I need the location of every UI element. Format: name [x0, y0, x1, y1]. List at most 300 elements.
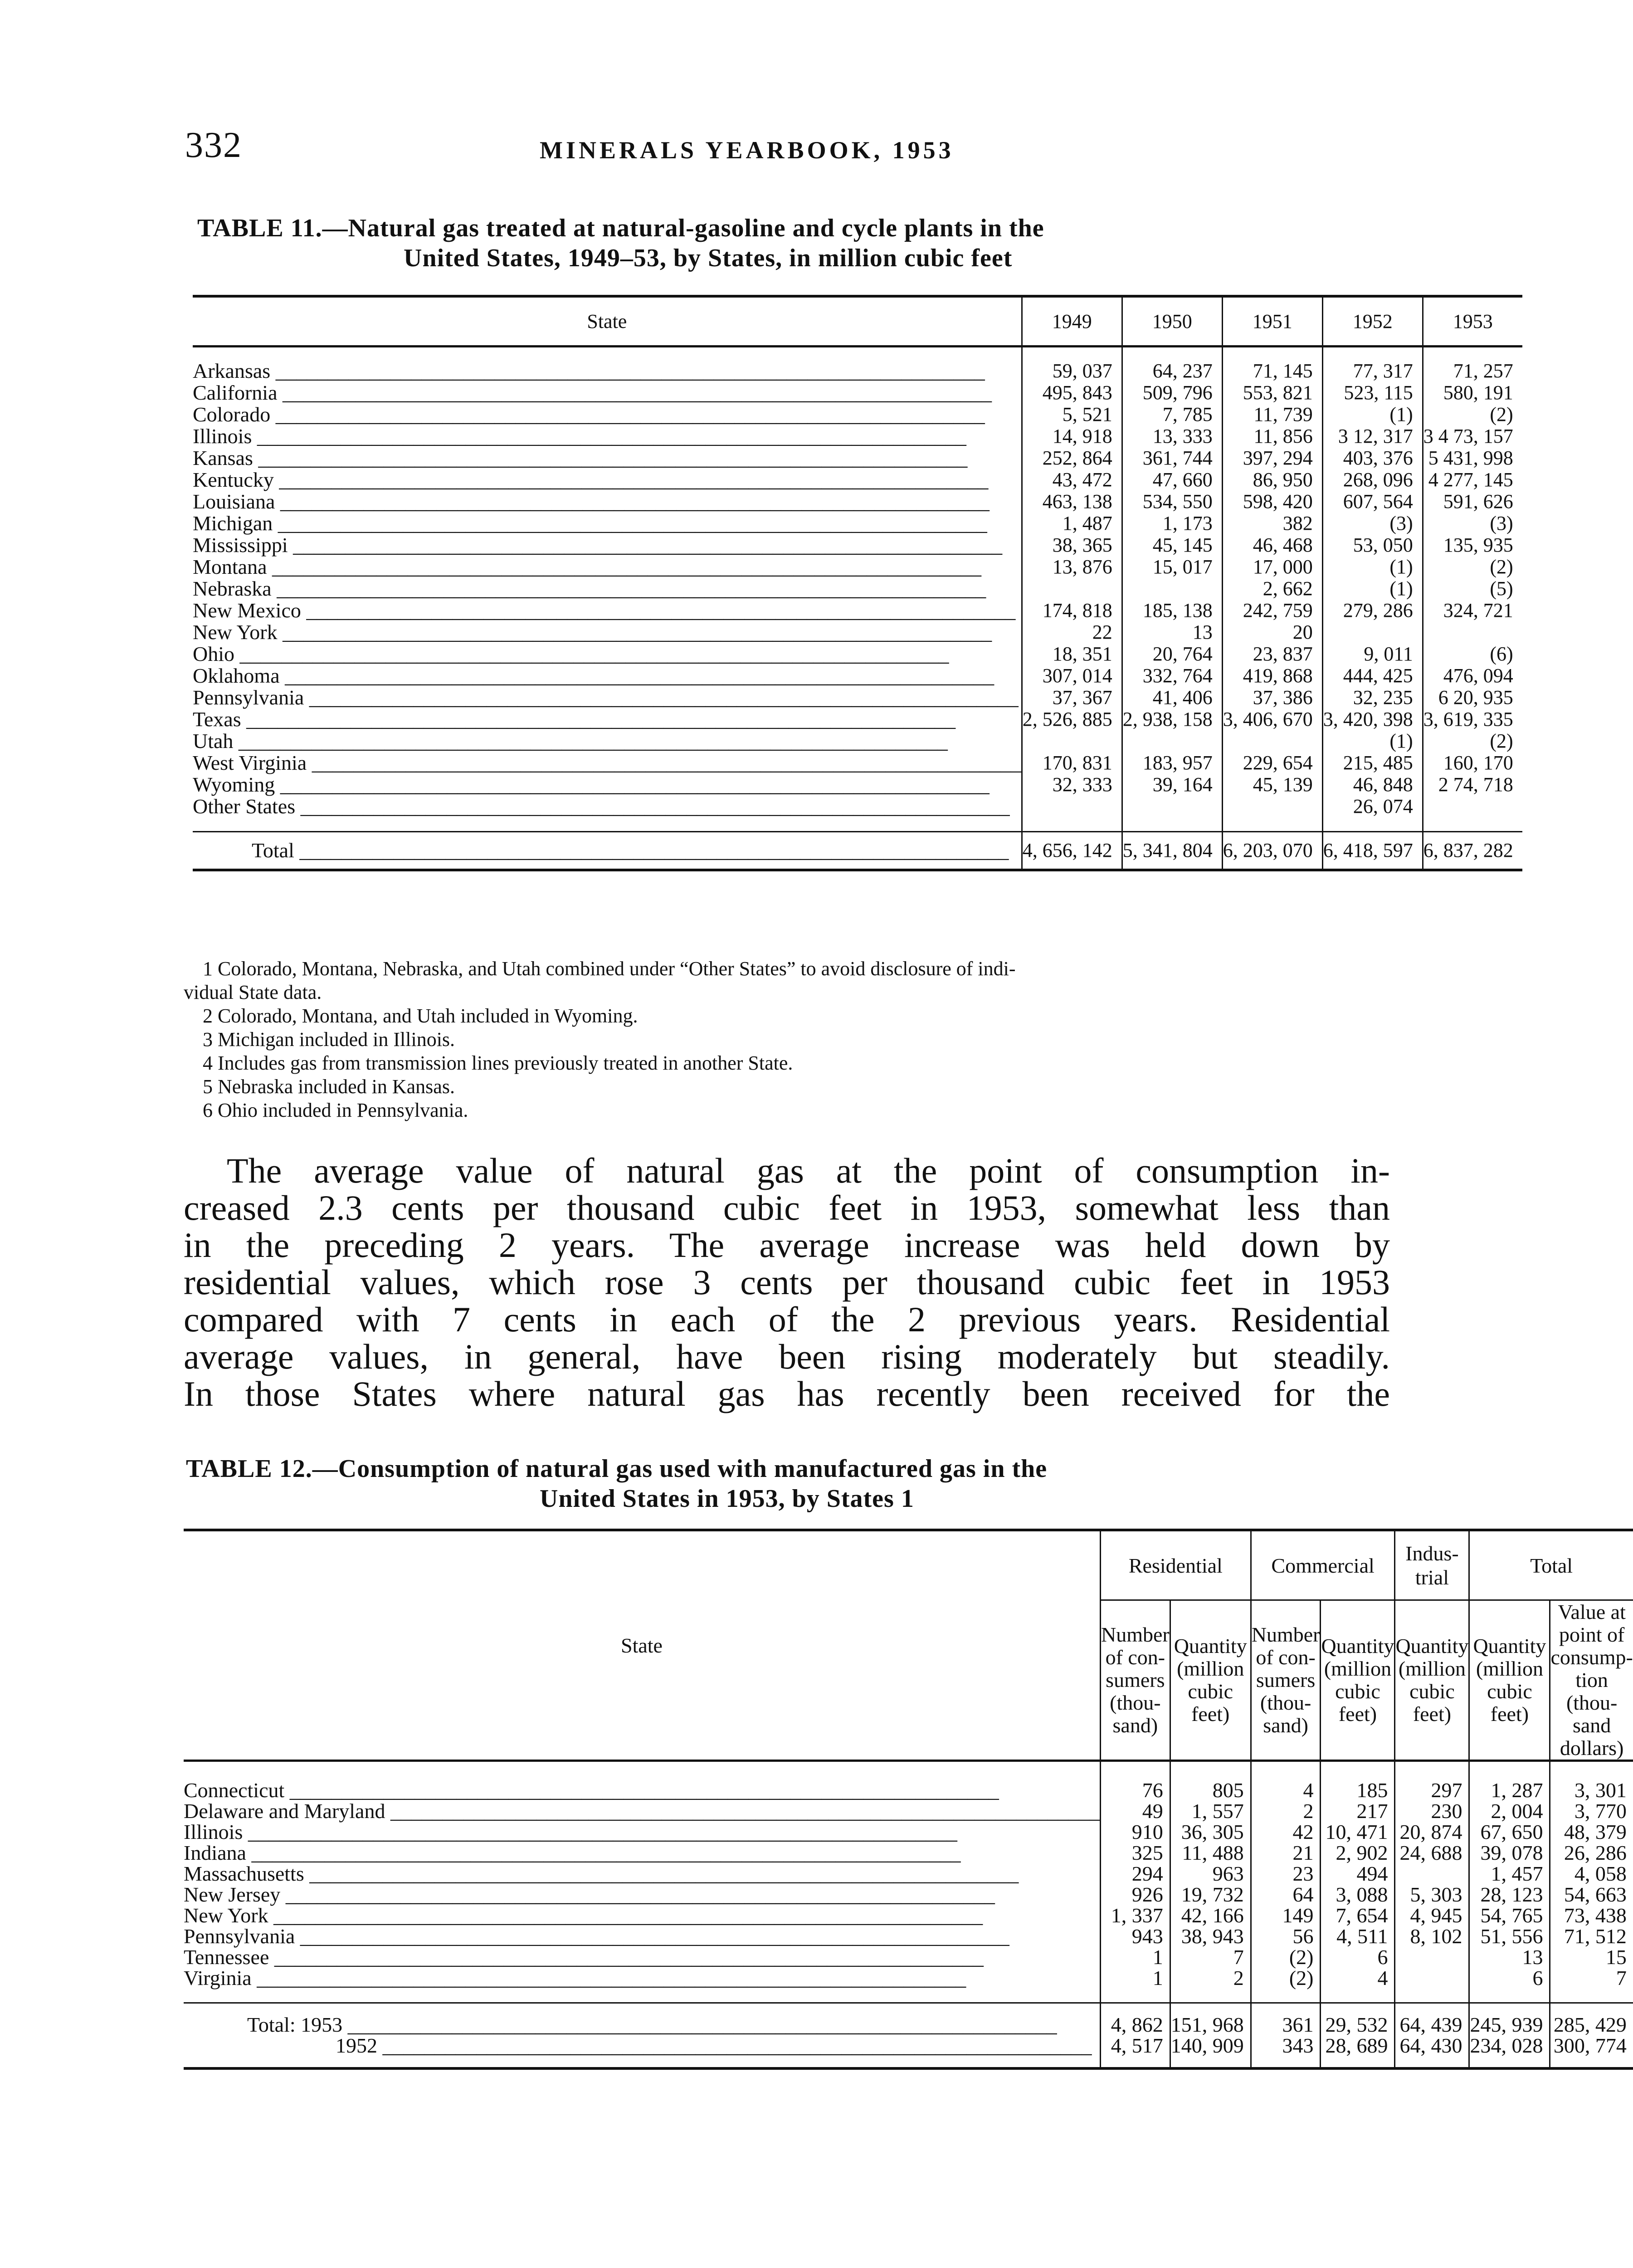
table11-value-cell: 18, 351 [1022, 643, 1122, 665]
state-label: New York _____ [184, 1905, 983, 1926]
table12-value-cell: 3, 088 [1321, 1884, 1395, 1905]
table12 [184, 1529, 1633, 2070]
table11-row [193, 382, 1522, 404]
table11-value-cell: 3, 619, 335 [1423, 709, 1522, 730]
state-label: Virginia _____ [184, 1968, 966, 1989]
table11-value-cell [1222, 730, 1322, 752]
table11-value-cell: 580, 191 [1423, 382, 1522, 404]
state-label: West Virginia _____ [193, 752, 1021, 774]
table11-footnotes [184, 957, 1394, 1122]
table11-value-cell: 307, 014 [1022, 665, 1122, 687]
table11-value-cell: 64, 237 [1122, 347, 1222, 382]
table11-value-cell [1022, 796, 1122, 832]
table12-value-cell [1395, 1968, 1469, 2003]
table12-value-cell: 4 [1321, 1968, 1395, 2003]
table12-row [184, 1926, 1633, 1947]
table12-value-cell: 805 [1170, 1761, 1251, 1801]
state-label: Delaware and Maryland _____ [184, 1801, 1100, 1822]
table12-value-cell: 910 [1100, 1822, 1170, 1843]
table12-total-cell: 64, 439 [1395, 2003, 1469, 2036]
table12-value-cell: 494 [1321, 1863, 1395, 1884]
table12-value-cell: 24, 688 [1395, 1843, 1469, 1863]
table11-state-cell [193, 578, 1022, 600]
table11-row [193, 425, 1522, 447]
table12-total-cell: 140, 909 [1170, 2035, 1251, 2068]
table11-value-cell: 2 74, 718 [1423, 774, 1522, 796]
table12-value-cell: 185 [1321, 1761, 1395, 1801]
table11-total-cell: 5, 341, 804 [1122, 832, 1222, 870]
table11-value-cell: 17, 000 [1222, 556, 1322, 578]
table12-value-cell: 5, 303 [1395, 1884, 1469, 1905]
table11-total-label [193, 832, 1022, 870]
table11-caption-line2: United States, 1949–53, by States, in million cubic feet [404, 244, 1013, 272]
table11-value-cell: 215, 485 [1322, 752, 1423, 774]
state-label: Massachusetts _____ [184, 1863, 1019, 1884]
table11-value-cell: 183, 957 [1122, 752, 1222, 774]
table11-value-cell: (1) [1322, 730, 1423, 752]
table11-value-cell: 3, 406, 670 [1222, 709, 1322, 730]
table12-total-cell: 28, 689 [1321, 2035, 1395, 2068]
state-label: New Mexico _____ [193, 600, 1015, 621]
table11-value-cell: 23, 837 [1222, 643, 1322, 665]
table12-value-cell: (2) [1251, 1947, 1321, 1968]
table12-group-industrial: Indus-trial [1395, 1530, 1469, 1600]
table11-value-cell: (1) [1322, 578, 1423, 600]
table11-row [193, 621, 1522, 643]
table11-col-1949: 1949 [1022, 296, 1122, 347]
state-label: Kansas _____ [193, 447, 967, 469]
table11-value-cell: 598, 420 [1222, 491, 1322, 513]
table12-value-cell: 943 [1100, 1926, 1170, 1947]
running-title: MINERALS YEARBOOK, 1953 [540, 137, 954, 164]
table12-value-cell: 67, 650 [1469, 1822, 1550, 1843]
table12-value-cell: 1, 457 [1469, 1863, 1550, 1884]
table12-state-cell [184, 1926, 1100, 1947]
table12-value-cell: 38, 943 [1170, 1926, 1251, 1947]
table11-value-cell: 397, 294 [1222, 447, 1322, 469]
table11-value-cell: 534, 550 [1122, 491, 1222, 513]
table12-value-cell: 28, 123 [1469, 1884, 1550, 1905]
table11-value-cell: 71, 145 [1222, 347, 1322, 382]
paragraph-line: in the preceding 2 years. The average increase was held down by [184, 1225, 1390, 1265]
table12-col-ind-quantity: Quantity (million cubic feet) [1395, 1600, 1469, 1761]
table12-value-cell: 1 [1100, 1968, 1170, 2003]
table12-value-cell: 1, 337 [1100, 1905, 1170, 1926]
table11-value-cell: 5, 521 [1022, 404, 1122, 425]
table11-row [193, 643, 1522, 665]
table11-value-cell: 591, 626 [1423, 491, 1522, 513]
state-label: Michigan _____ [193, 513, 987, 534]
table12-col-res-consumers: Number of con-sumers (thou-sand) [1100, 1600, 1170, 1761]
table11-value-cell: 174, 818 [1022, 600, 1122, 621]
table12-col-com-quantity: Quantity (million cubic feet) [1321, 1600, 1395, 1761]
table11-value-cell: 2, 662 [1222, 578, 1322, 600]
table12-state-cell [184, 1947, 1100, 1968]
table11-value-cell: (1) [1322, 404, 1423, 425]
table12-value-cell: 23 [1251, 1863, 1321, 1884]
state-label: Total _____ [252, 840, 1009, 861]
state-label: New Jersey _____ [184, 1884, 995, 1905]
table12-group-residential: Residential [1100, 1530, 1251, 1600]
table11-value-cell: 463, 138 [1022, 491, 1122, 513]
table11-value-cell: 382 [1222, 513, 1322, 534]
table12-total-cell: 4, 517 [1100, 2035, 1170, 2068]
table12-col-total-value: Value at point of consump-tion (thou-sand dollars) [1550, 1600, 1633, 1761]
table12-value-cell: 926 [1100, 1884, 1170, 1905]
state-label: Illinois _____ [184, 1822, 957, 1843]
table12-row [184, 1968, 1633, 2003]
table11-footnote-3: 3 Michigan included in Illinois. [203, 1028, 455, 1051]
table11-value-cell: 71, 257 [1423, 347, 1522, 382]
table11-value-cell [1022, 578, 1122, 600]
table12-value-cell: 1 [1100, 1947, 1170, 1968]
state-label: Montana _____ [193, 556, 981, 578]
table11-row [193, 665, 1522, 687]
table11-total-cell: 6, 418, 597 [1322, 832, 1423, 870]
table11-value-cell: 37, 367 [1022, 687, 1122, 709]
table11-footnote-1: 1 Colorado, Montana, Nebraska, and Utah combined under “Other States” to avoid disclosure of indi- [203, 958, 1016, 980]
table11-col-1951: 1951 [1222, 296, 1322, 347]
state-label: Arkansas _____ [193, 360, 985, 382]
table11-state-cell [193, 621, 1022, 643]
table12-total-row [184, 2035, 1633, 2068]
table11-value-cell: 444, 425 [1322, 665, 1423, 687]
state-label: Utah _____ [193, 730, 948, 752]
table12-value-cell: 6 [1469, 1968, 1550, 2003]
table11-value-cell: 553, 821 [1222, 382, 1322, 404]
table11-value-cell: 32, 333 [1022, 774, 1122, 796]
table12-value-cell: 76 [1100, 1761, 1170, 1801]
table11-footnote-5: 5 Nebraska included in Kansas. [203, 1075, 455, 1098]
table11-value-cell: 170, 831 [1022, 752, 1122, 774]
table11-state-cell [193, 643, 1022, 665]
table12-value-cell: 4, 058 [1550, 1863, 1633, 1884]
table12-state-cell [184, 1863, 1100, 1884]
table11-value-cell: 41, 406 [1122, 687, 1222, 709]
table11-total-cell: 6, 203, 070 [1222, 832, 1322, 870]
table11-value-cell: 324, 721 [1423, 600, 1522, 621]
table11-value-cell: (2) [1423, 556, 1522, 578]
table11-col-state: State [193, 296, 1022, 347]
table12-total-cell: 343 [1251, 2035, 1321, 2068]
table11-value-cell: 13 [1122, 621, 1222, 643]
page-number: 332 [185, 125, 242, 165]
table11-value-cell: 86, 950 [1222, 469, 1322, 491]
table11-value-cell: 32, 235 [1322, 687, 1423, 709]
table11-state-cell [193, 730, 1022, 752]
state-label: Kentucky _____ [193, 469, 988, 491]
table11-state-cell [193, 774, 1022, 796]
table12-value-cell [1395, 1947, 1469, 1968]
table11-row [193, 347, 1522, 382]
table12-value-cell: 325 [1100, 1843, 1170, 1863]
table11-value-cell: 1, 173 [1122, 513, 1222, 534]
table12-value-cell: 51, 556 [1469, 1926, 1550, 1947]
table11-value-cell: 135, 935 [1423, 534, 1522, 556]
state-label: Nebraska _____ [193, 578, 986, 600]
table12-total-label [184, 2035, 1100, 2068]
table11-state-cell [193, 447, 1022, 469]
table12-value-cell: 3, 770 [1550, 1801, 1633, 1822]
table11-value-cell: 268, 096 [1322, 469, 1423, 491]
table12-total-cell: 29, 532 [1321, 2003, 1395, 2036]
table11-row [193, 774, 1522, 796]
state-label: Oklahoma _____ [193, 665, 994, 687]
table11-value-cell: (1) [1322, 556, 1423, 578]
table12-value-cell [1395, 1863, 1469, 1884]
table12-row [184, 1947, 1633, 1968]
table11-state-cell [193, 513, 1022, 534]
table12-group-total: Total [1469, 1530, 1633, 1600]
table12-col-com-consumers: Number of con-sumers (thou-sand) [1251, 1600, 1321, 1761]
table11-value-cell: 242, 759 [1222, 600, 1322, 621]
table12-state-cell [184, 1968, 1100, 2003]
table11-value-cell: 2, 526, 885 [1022, 709, 1122, 730]
table11-value-cell: 160, 170 [1423, 752, 1522, 774]
state-label: 1952 _____ [336, 2035, 1092, 2056]
table11-state-cell [193, 534, 1022, 556]
table11-row [193, 796, 1522, 832]
table11-value-cell: 5 431, 998 [1423, 447, 1522, 469]
table11-footnote-1-cont: vidual State data. [184, 981, 322, 1003]
table12-value-cell: 73, 438 [1550, 1905, 1633, 1926]
table12-caption-line2: United States in 1953, by States 1 [540, 1485, 914, 1513]
table12-value-cell: 297 [1395, 1761, 1469, 1801]
paragraph-line: residential values, which rose 3 cents per thousand cubic feet in 1953 [184, 1262, 1390, 1302]
state-label: Indiana _____ [184, 1843, 960, 1863]
table11-value-cell [1122, 578, 1222, 600]
table11-value-cell: 2, 938, 158 [1122, 709, 1222, 730]
table11-state-cell [193, 687, 1022, 709]
table12-row [184, 1761, 1633, 1801]
table11-value-cell: 1, 487 [1022, 513, 1122, 534]
table12-value-cell: 6 [1321, 1947, 1395, 1968]
table11-caption [197, 213, 1394, 273]
table12-value-cell: 149 [1251, 1905, 1321, 1926]
table11-state-cell [193, 491, 1022, 513]
table11-value-cell: 361, 744 [1122, 447, 1222, 469]
state-label: Mississippi _____ [193, 534, 1002, 556]
state-label: California _____ [193, 382, 992, 404]
table12-value-cell: 3, 301 [1550, 1761, 1633, 1801]
table11-row [193, 752, 1522, 774]
table12-total-cell: 361 [1251, 2003, 1321, 2036]
table12-total-cell: 4, 862 [1100, 2003, 1170, 2036]
table12-value-cell: 42 [1251, 1822, 1321, 1843]
table12-value-cell: 26, 286 [1550, 1843, 1633, 1863]
table12-state-cell [184, 1822, 1100, 1843]
table11-value-cell [1122, 796, 1222, 832]
table12-value-cell: 963 [1170, 1863, 1251, 1884]
table12-row [184, 1884, 1633, 1905]
table11-row [193, 404, 1522, 425]
table11-state-cell [193, 404, 1022, 425]
table11-value-cell: (2) [1423, 404, 1522, 425]
table11-total-cell: 6, 837, 282 [1423, 832, 1522, 870]
table11-value-cell: 4 277, 145 [1423, 469, 1522, 491]
table11-value-cell: (6) [1423, 643, 1522, 665]
table11-header-row [193, 296, 1522, 347]
table12-value-cell: 4 [1251, 1761, 1321, 1801]
table12-total-cell: 245, 939 [1469, 2003, 1550, 2036]
table11-row [193, 491, 1522, 513]
table12-row [184, 1822, 1633, 1843]
table11-value-cell [1222, 796, 1322, 832]
table12-value-cell: 8, 102 [1395, 1926, 1469, 1947]
table11-value-cell: (2) [1423, 730, 1522, 752]
state-label: Other States _____ [193, 796, 1010, 817]
table11-value-cell: 43, 472 [1022, 469, 1122, 491]
table11-value-cell: 9, 011 [1322, 643, 1423, 665]
table11-value-cell: 15, 017 [1122, 556, 1222, 578]
table11-state-cell [193, 425, 1022, 447]
table11-row [193, 469, 1522, 491]
table11-row [193, 447, 1522, 469]
table12-group-commercial: Commercial [1251, 1530, 1395, 1600]
table11-value-cell: 509, 796 [1122, 382, 1222, 404]
table12-total-cell: 285, 429 [1550, 2003, 1633, 2036]
table11-col-1953: 1953 [1423, 296, 1522, 347]
table11-value-cell: 46, 468 [1222, 534, 1322, 556]
table11-state-cell [193, 752, 1022, 774]
table11-row [193, 534, 1522, 556]
table11-value-cell: 332, 764 [1122, 665, 1222, 687]
table12-value-cell: 2, 004 [1469, 1801, 1550, 1822]
table11-col-1952: 1952 [1322, 296, 1423, 347]
table12-value-cell: 4, 511 [1321, 1926, 1395, 1947]
table11-value-cell: 11, 856 [1222, 425, 1322, 447]
table12-value-cell: 19, 732 [1170, 1884, 1251, 1905]
table12-row [184, 1801, 1633, 1822]
paragraph-line: compared with 7 cents in each of the 2 previous years. Residential [184, 1300, 1390, 1339]
state-label: Connecticut _____ [184, 1780, 999, 1801]
table11-value-cell: 185, 138 [1122, 600, 1222, 621]
table11-value-cell: 13, 876 [1022, 556, 1122, 578]
table12-row [184, 1863, 1633, 1884]
table12-caption-line1: TABLE 12.—Consumption of natural gas used with manufactured gas in the [186, 1455, 1048, 1483]
table12-total-cell: 300, 774 [1550, 2035, 1633, 2068]
table12-value-cell: 42, 166 [1170, 1905, 1251, 1926]
table11-total-row [193, 832, 1522, 870]
table11-value-cell: 13, 333 [1122, 425, 1222, 447]
table12-total-cell: 234, 028 [1469, 2035, 1550, 2068]
table11-value-cell [1423, 796, 1522, 832]
table12-col-state: State [184, 1530, 1100, 1761]
table11-value-cell [1423, 621, 1522, 643]
table11-value-cell: 476, 094 [1423, 665, 1522, 687]
body-paragraph [184, 1152, 1390, 1413]
table11-state-cell [193, 796, 1022, 832]
state-label: Illinois _____ [193, 425, 966, 447]
table11-footnote-4: 4 Includes gas from transmission lines previously treated in another State. [203, 1052, 793, 1074]
table11-state-cell [193, 600, 1022, 621]
table11-value-cell: 3 12, 317 [1322, 425, 1423, 447]
state-label: Ohio _____ [193, 643, 949, 665]
table11-value-cell: 77, 317 [1322, 347, 1423, 382]
table11-state-cell [193, 469, 1022, 491]
table12-value-cell: 20, 874 [1395, 1822, 1469, 1843]
paragraph-line: creased 2.3 cents per thousand cubic feet in 1953, somewhat less than [184, 1188, 1390, 1227]
table11-value-cell: 279, 286 [1322, 600, 1423, 621]
state-label: Pennsylvania _____ [184, 1926, 1009, 1947]
table12-state-cell [184, 1905, 1100, 1926]
table12-value-cell: 2 [1251, 1801, 1321, 1822]
table11-value-cell: 3, 420, 398 [1322, 709, 1423, 730]
table11-row [193, 578, 1522, 600]
table12-state-cell [184, 1843, 1100, 1863]
table11-footnote-6: 6 Ohio included in Pennsylvania. [203, 1099, 468, 1121]
state-label: Louisiana _____ [193, 491, 990, 513]
state-label: Total: 1953 _____ [247, 2014, 1057, 2035]
table12-value-cell: (2) [1251, 1968, 1321, 2003]
table12-value-cell: 13 [1469, 1947, 1550, 1968]
table12-value-cell: 54, 765 [1469, 1905, 1550, 1926]
table12-value-cell: 2, 902 [1321, 1843, 1395, 1863]
table12-state-cell [184, 1884, 1100, 1905]
table12-total-row [184, 2003, 1633, 2036]
table11-value-cell: 6 20, 935 [1423, 687, 1522, 709]
state-label: Colorado _____ [193, 404, 985, 425]
table11-value-cell: 22 [1022, 621, 1122, 643]
table12-caption [186, 1454, 1392, 1514]
table11-value-cell: 11, 739 [1222, 404, 1322, 425]
table12-value-cell: 36, 305 [1170, 1822, 1251, 1843]
table12-total-label [184, 2003, 1100, 2036]
table11-row [193, 556, 1522, 578]
table12-value-cell: 7 [1170, 1947, 1251, 1968]
table12-total-cell: 151, 968 [1170, 2003, 1251, 2036]
table12-value-cell: 7 [1550, 1968, 1633, 2003]
table11-value-cell: 20 [1222, 621, 1322, 643]
table12-value-cell: 7, 654 [1321, 1905, 1395, 1926]
table12-value-cell: 54, 663 [1550, 1884, 1633, 1905]
paragraph-line: The average value of natural gas at the point of consumption in- [227, 1151, 1390, 1190]
table11-col-1950: 1950 [1122, 296, 1222, 347]
table11-value-cell: 607, 564 [1322, 491, 1423, 513]
table11-state-cell [193, 709, 1022, 730]
table11-value-cell: 419, 868 [1222, 665, 1322, 687]
table12-value-cell: 10, 471 [1321, 1822, 1395, 1843]
table11-value-cell: 26, 074 [1322, 796, 1423, 832]
table12-value-cell: 71, 512 [1550, 1926, 1633, 1947]
table11-value-cell: 7, 785 [1122, 404, 1222, 425]
state-label: Tennessee _____ [184, 1947, 984, 1968]
table11-value-cell: 46, 848 [1322, 774, 1423, 796]
table12-value-cell: 11, 488 [1170, 1843, 1251, 1863]
paragraph-line: average values, in general, have been rising moderately but steadily. [184, 1337, 1390, 1376]
table11-value-cell: 39, 164 [1122, 774, 1222, 796]
table11-value-cell: (5) [1423, 578, 1522, 600]
table11-caption-line1: TABLE 11.—Natural gas treated at natural-gasoline and cycle plants in the [197, 214, 1044, 242]
table12-group-header-row [184, 1530, 1633, 1600]
table11-total-cell: 4, 656, 142 [1022, 832, 1122, 870]
table11-value-cell: 20, 764 [1122, 643, 1222, 665]
table11 [193, 295, 1522, 871]
table11-row [193, 600, 1522, 621]
table11-value-cell: 252, 864 [1022, 447, 1122, 469]
table12-value-cell: 15 [1550, 1947, 1633, 1968]
table11-value-cell: (3) [1423, 513, 1522, 534]
table12-value-cell: 48, 379 [1550, 1822, 1633, 1843]
table11-state-cell [193, 382, 1022, 404]
table11-row [193, 687, 1522, 709]
table11-row [193, 513, 1522, 534]
table11-state-cell [193, 347, 1022, 382]
table12-value-cell: 1, 557 [1170, 1801, 1251, 1822]
table11-value-cell: 523, 115 [1322, 382, 1423, 404]
state-label: Wyoming _____ [193, 774, 990, 796]
table11-row [193, 709, 1522, 730]
